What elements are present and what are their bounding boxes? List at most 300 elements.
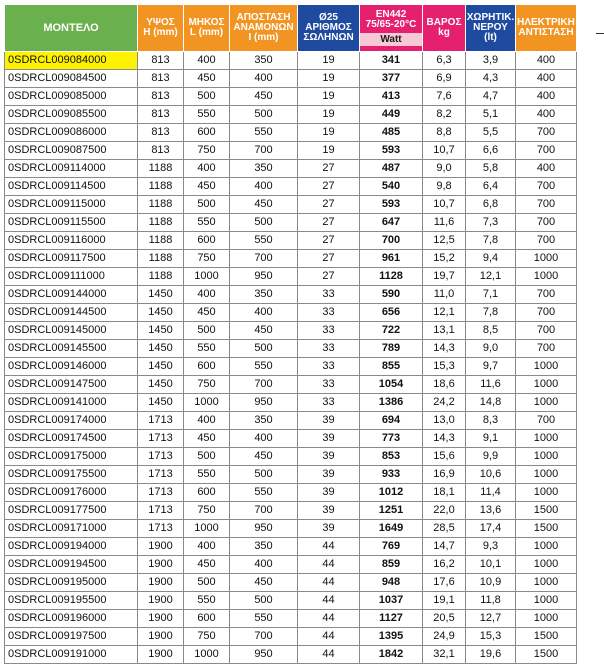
heater-cell: 400	[516, 52, 577, 70]
output-watt-cell: 855	[360, 358, 423, 376]
weight-cell: 14,3	[423, 340, 466, 358]
tubes-cell: 44	[298, 646, 360, 664]
weight-cell: 20,5	[423, 610, 466, 628]
model-code-cell[interactable]: 0SDRCL009194000	[5, 538, 138, 556]
heater-cell: 1500	[516, 502, 577, 520]
water-capacity-cell: 8,5	[466, 322, 516, 340]
distance-cell: 700	[230, 142, 298, 160]
height-cell: 813	[138, 70, 184, 88]
distance-cell: 950	[230, 646, 298, 664]
height-cell: 1713	[138, 430, 184, 448]
output-watt-cell: 1251	[360, 502, 423, 520]
weight-cell: 19,7	[423, 268, 466, 286]
model-code-cell[interactable]: 0SDRCL009145000	[5, 322, 138, 340]
output-watt-cell: 413	[360, 88, 423, 106]
weight-cell: 24,9	[423, 628, 466, 646]
water-capacity-cell: 6,4	[466, 178, 516, 196]
heater-cell: 700	[516, 322, 577, 340]
model-code-cell[interactable]: 0SDRCL009194500	[5, 556, 138, 574]
weight-cell: 6,9	[423, 70, 466, 88]
heater-cell: 700	[516, 412, 577, 430]
weight-cell: 28,5	[423, 520, 466, 538]
length-cell: 500	[184, 448, 230, 466]
distance-cell: 350	[230, 538, 298, 556]
tubes-cell: 44	[298, 574, 360, 592]
distance-cell: 450	[230, 196, 298, 214]
tubes-cell: 19	[298, 106, 360, 124]
table-row	[5, 376, 577, 394]
length-cell: 550	[184, 214, 230, 232]
model-code-cell[interactable]: 0SDRCL009175000	[5, 448, 138, 466]
output-watt-cell: 853	[360, 448, 423, 466]
length-cell: 450	[184, 178, 230, 196]
length-cell: 600	[184, 610, 230, 628]
model-code-cell[interactable]: 0SDRCL009177500	[5, 502, 138, 520]
height-cell: 1713	[138, 448, 184, 466]
distance-cell: 350	[230, 52, 298, 70]
height-cell: 1450	[138, 376, 184, 394]
weight-cell: 14,7	[423, 538, 466, 556]
heater-cell: 700	[516, 304, 577, 322]
model-code-cell[interactable]: 0SDRCL009146000	[5, 358, 138, 376]
header-row	[5, 5, 577, 52]
table-row	[5, 430, 577, 448]
weight-cell: 12,5	[423, 232, 466, 250]
table-row	[5, 484, 577, 502]
tubes-cell: 27	[298, 268, 360, 286]
length-cell: 550	[184, 592, 230, 610]
weight-cell: 15,3	[423, 358, 466, 376]
spec-table	[4, 4, 577, 664]
weight-cell: 12,1	[423, 304, 466, 322]
model-code-cell[interactable]: 0SDRCL009117500	[5, 250, 138, 268]
model-code-cell[interactable]: 0SDRCL009145500	[5, 340, 138, 358]
distance-cell: 450	[230, 88, 298, 106]
distance-cell: 400	[230, 70, 298, 88]
length-cell: 1000	[184, 646, 230, 664]
tubes-cell: 33	[298, 286, 360, 304]
length-cell: 400	[184, 52, 230, 70]
weight-cell: 19,1	[423, 592, 466, 610]
tubes-cell: 19	[298, 88, 360, 106]
model-code-cell[interactable]: 0SDRCL009174500	[5, 430, 138, 448]
model-code-cell[interactable]: 0SDRCL009195500	[5, 592, 138, 610]
tubes-cell: 39	[298, 448, 360, 466]
model-code-cell[interactable]: 0SDRCL009174000	[5, 412, 138, 430]
distance-cell: 400	[230, 556, 298, 574]
tubes-cell: 39	[298, 466, 360, 484]
heater-cell: 400	[516, 106, 577, 124]
table-row	[5, 502, 577, 520]
model-code-cell[interactable]: 0SDRCL009191000	[5, 646, 138, 664]
length-cell: 450	[184, 70, 230, 88]
output-watt-cell: 590	[360, 286, 423, 304]
weight-cell: 32,1	[423, 646, 466, 664]
heater-cell: 1000	[516, 592, 577, 610]
heater-cell: 400	[516, 88, 577, 106]
model-code-cell[interactable]: 0SDRCL009175500	[5, 466, 138, 484]
length-cell: 750	[184, 628, 230, 646]
water-capacity-cell: 11,4	[466, 484, 516, 502]
length-cell: 500	[184, 574, 230, 592]
model-code-cell[interactable]: 0SDRCL009115500	[5, 214, 138, 232]
water-capacity-cell: 9,4	[466, 250, 516, 268]
heater-cell: 700	[516, 232, 577, 250]
output-watt-cell: 1054	[360, 376, 423, 394]
heater-cell: 1000	[516, 430, 577, 448]
table-row	[5, 70, 577, 88]
distance-cell: 700	[230, 502, 298, 520]
heater-cell: 1000	[516, 484, 577, 502]
tubes-cell: 39	[298, 412, 360, 430]
table-row	[5, 646, 577, 664]
header-distance: ΑΠΟΣΤΑΣΗ ΑΝΑΜΟΝΩΝ I (mm)	[230, 5, 298, 52]
model-code-cell[interactable]: 0SDRCL009086000	[5, 124, 138, 142]
tubes-cell: 39	[298, 502, 360, 520]
weight-cell: 15,2	[423, 250, 466, 268]
table-row	[5, 250, 577, 268]
distance-cell: 500	[230, 340, 298, 358]
water-capacity-cell: 17,4	[466, 520, 516, 538]
water-capacity-cell: 9,1	[466, 430, 516, 448]
heater-cell: 700	[516, 286, 577, 304]
height-cell: 1188	[138, 250, 184, 268]
heater-cell: 1500	[516, 520, 577, 538]
model-code-cell[interactable]: 0SDRCL009115000	[5, 196, 138, 214]
water-capacity-cell: 11,6	[466, 376, 516, 394]
output-watt-cell: 647	[360, 214, 423, 232]
output-watt-cell: 1037	[360, 592, 423, 610]
length-cell: 450	[184, 556, 230, 574]
model-code-cell[interactable]: 0SDRCL009084500	[5, 70, 138, 88]
model-code-cell[interactable]: 0SDRCL009197500	[5, 628, 138, 646]
water-capacity-cell: 9,7	[466, 358, 516, 376]
distance-cell: 700	[230, 250, 298, 268]
tubes-cell: 44	[298, 592, 360, 610]
distance-cell: 400	[230, 178, 298, 196]
length-cell: 600	[184, 232, 230, 250]
heater-cell: 1000	[516, 466, 577, 484]
tubes-cell: 19	[298, 142, 360, 160]
heater-cell: 1000	[516, 448, 577, 466]
weight-cell: 18,1	[423, 484, 466, 502]
output-watt-cell: 540	[360, 178, 423, 196]
distance-cell: 500	[230, 214, 298, 232]
height-cell: 1713	[138, 484, 184, 502]
water-capacity-cell: 4,7	[466, 88, 516, 106]
model-code-cell[interactable]: 0SDRCL009087500	[5, 142, 138, 160]
water-capacity-cell: 9,0	[466, 340, 516, 358]
height-cell: 1900	[138, 592, 184, 610]
tubes-cell: 39	[298, 430, 360, 448]
height-cell: 1188	[138, 160, 184, 178]
output-watt-cell: 859	[360, 556, 423, 574]
height-cell: 1900	[138, 610, 184, 628]
water-capacity-cell: 6,6	[466, 142, 516, 160]
table-row	[5, 196, 577, 214]
height-cell: 1713	[138, 412, 184, 430]
water-capacity-cell: 3,9	[466, 52, 516, 70]
water-capacity-cell: 7,8	[466, 304, 516, 322]
height-cell: 1188	[138, 178, 184, 196]
header-weight: ΒΑΡΟΣ kg	[423, 5, 466, 52]
model-code-cell[interactable]: 0SDRCL009114500	[5, 178, 138, 196]
header-output: EN442 75/65-20°C Watt	[360, 5, 423, 52]
water-capacity-cell: 7,3	[466, 214, 516, 232]
weight-cell: 9,8	[423, 178, 466, 196]
length-cell: 550	[184, 340, 230, 358]
distance-cell: 950	[230, 520, 298, 538]
distance-cell: 550	[230, 484, 298, 502]
distance-cell: 500	[230, 592, 298, 610]
tubes-cell: 44	[298, 610, 360, 628]
length-cell: 600	[184, 124, 230, 142]
height-cell: 1450	[138, 322, 184, 340]
weight-cell: 11,6	[423, 214, 466, 232]
distance-cell: 450	[230, 574, 298, 592]
water-capacity-cell: 15,3	[466, 628, 516, 646]
table-row	[5, 538, 577, 556]
weight-cell: 16,2	[423, 556, 466, 574]
output-watt-cell: 933	[360, 466, 423, 484]
model-code-cell[interactable]: 0SDRCL009111000	[5, 268, 138, 286]
distance-cell: 550	[230, 358, 298, 376]
weight-cell: 8,8	[423, 124, 466, 142]
heater-cell: 1000	[516, 574, 577, 592]
table-row	[5, 178, 577, 196]
model-code-cell[interactable]: 0SDRCL009176000	[5, 484, 138, 502]
table-row	[5, 232, 577, 250]
length-cell: 400	[184, 160, 230, 178]
height-cell: 1450	[138, 304, 184, 322]
height-cell: 1188	[138, 268, 184, 286]
water-capacity-cell: 6,8	[466, 196, 516, 214]
length-cell: 600	[184, 484, 230, 502]
table-row	[5, 160, 577, 178]
height-cell: 813	[138, 142, 184, 160]
weight-cell: 13,1	[423, 322, 466, 340]
model-code-cell[interactable]: 0SDRCL009196000	[5, 610, 138, 628]
tubes-cell: 39	[298, 520, 360, 538]
water-capacity-cell: 19,6	[466, 646, 516, 664]
heater-cell: 1000	[516, 610, 577, 628]
header-tubes: Ø25 ΑΡΙΘΜΟΣ ΣΩΛΗΝΩΝ	[298, 5, 360, 52]
tubes-cell: 39	[298, 484, 360, 502]
model-code-cell[interactable]: 0SDRCL009171000	[5, 520, 138, 538]
length-cell: 1000	[184, 268, 230, 286]
distance-cell: 400	[230, 304, 298, 322]
header-marker-line	[596, 33, 604, 34]
heater-cell: 700	[516, 178, 577, 196]
height-cell: 813	[138, 52, 184, 70]
table-row	[5, 88, 577, 106]
table-body	[5, 52, 577, 664]
distance-cell: 700	[230, 628, 298, 646]
length-cell: 550	[184, 106, 230, 124]
distance-cell: 400	[230, 430, 298, 448]
height-cell: 1450	[138, 358, 184, 376]
tubes-cell: 33	[298, 322, 360, 340]
table-row	[5, 142, 577, 160]
output-watt-cell: 341	[360, 52, 423, 70]
output-watt-cell: 789	[360, 340, 423, 358]
water-capacity-cell: 8,3	[466, 412, 516, 430]
table-row	[5, 358, 577, 376]
weight-cell: 14,3	[423, 430, 466, 448]
weight-cell: 18,6	[423, 376, 466, 394]
weight-cell: 9,0	[423, 160, 466, 178]
heater-cell: 700	[516, 124, 577, 142]
water-capacity-cell: 10,9	[466, 574, 516, 592]
height-cell: 1713	[138, 466, 184, 484]
length-cell: 400	[184, 412, 230, 430]
table-row	[5, 340, 577, 358]
height-cell: 1900	[138, 538, 184, 556]
height-cell: 1900	[138, 574, 184, 592]
tubes-cell: 33	[298, 340, 360, 358]
tubes-cell: 27	[298, 250, 360, 268]
table-row	[5, 592, 577, 610]
length-cell: 1000	[184, 394, 230, 412]
distance-cell: 950	[230, 268, 298, 286]
output-watt-cell: 1649	[360, 520, 423, 538]
table-row	[5, 610, 577, 628]
height-cell: 813	[138, 88, 184, 106]
length-cell: 500	[184, 196, 230, 214]
header-height: ΥΨΟΣ H (mm)	[138, 5, 184, 52]
length-cell: 450	[184, 304, 230, 322]
height-cell: 1450	[138, 394, 184, 412]
table-row	[5, 304, 577, 322]
distance-cell: 950	[230, 394, 298, 412]
length-cell: 750	[184, 250, 230, 268]
water-capacity-cell: 4,3	[466, 70, 516, 88]
model-code-cell[interactable]: 0SDRCL009084000	[5, 52, 138, 70]
output-watt-cell: 1012	[360, 484, 423, 502]
heater-cell: 1000	[516, 394, 577, 412]
heater-cell: 400	[516, 160, 577, 178]
length-cell: 550	[184, 466, 230, 484]
output-watt-cell: 1386	[360, 394, 423, 412]
output-watt-cell: 593	[360, 196, 423, 214]
output-watt-cell: 1127	[360, 610, 423, 628]
model-code-cell[interactable]: 0SDRCL009116000	[5, 232, 138, 250]
output-watt-cell: 773	[360, 430, 423, 448]
model-code-cell[interactable]: 0SDRCL009144500	[5, 304, 138, 322]
header-output-unit: Watt	[360, 33, 422, 46]
weight-cell: 15,6	[423, 448, 466, 466]
length-cell: 500	[184, 322, 230, 340]
distance-cell: 550	[230, 124, 298, 142]
table-row	[5, 574, 577, 592]
model-code-cell[interactable]: 0SDRCL009141000	[5, 394, 138, 412]
header-length: ΜΗΚΟΣ L (mm)	[184, 5, 230, 52]
length-cell: 400	[184, 538, 230, 556]
table-row	[5, 124, 577, 142]
heater-cell: 1000	[516, 376, 577, 394]
spec-table-sheet	[4, 4, 577, 664]
output-watt-cell: 377	[360, 70, 423, 88]
table-row	[5, 268, 577, 286]
tubes-cell: 27	[298, 178, 360, 196]
length-cell: 750	[184, 502, 230, 520]
weight-cell: 8,2	[423, 106, 466, 124]
weight-cell: 11,0	[423, 286, 466, 304]
table-row	[5, 466, 577, 484]
water-capacity-cell: 5,8	[466, 160, 516, 178]
length-cell: 450	[184, 430, 230, 448]
length-cell: 750	[184, 376, 230, 394]
table-row	[5, 106, 577, 124]
distance-cell: 350	[230, 286, 298, 304]
table-row	[5, 412, 577, 430]
weight-cell: 6,3	[423, 52, 466, 70]
height-cell: 1713	[138, 520, 184, 538]
height-cell: 1188	[138, 232, 184, 250]
model-code-cell[interactable]: 0SDRCL009114000	[5, 160, 138, 178]
model-code-cell[interactable]: 0SDRCL009085500	[5, 106, 138, 124]
heater-cell: 1000	[516, 268, 577, 286]
heater-cell: 1000	[516, 358, 577, 376]
table-row	[5, 52, 577, 70]
water-capacity-cell: 7,1	[466, 286, 516, 304]
tubes-cell: 33	[298, 376, 360, 394]
table-row	[5, 448, 577, 466]
tubes-cell: 19	[298, 124, 360, 142]
model-code-cell[interactable]: 0SDRCL009147500	[5, 376, 138, 394]
output-watt-cell: 948	[360, 574, 423, 592]
table-row	[5, 322, 577, 340]
distance-cell: 500	[230, 106, 298, 124]
heater-cell: 1000	[516, 250, 577, 268]
tubes-cell: 44	[298, 556, 360, 574]
water-capacity-cell: 5,5	[466, 124, 516, 142]
model-code-cell[interactable]: 0SDRCL009195000	[5, 574, 138, 592]
height-cell: 1713	[138, 502, 184, 520]
heater-cell: 1500	[516, 646, 577, 664]
heater-cell: 1000	[516, 538, 577, 556]
water-capacity-cell: 10,1	[466, 556, 516, 574]
height-cell: 813	[138, 124, 184, 142]
water-capacity-cell: 9,3	[466, 538, 516, 556]
heater-cell: 1000	[516, 556, 577, 574]
distance-cell: 550	[230, 232, 298, 250]
weight-cell: 16,9	[423, 466, 466, 484]
water-capacity-cell: 7,8	[466, 232, 516, 250]
output-watt-cell: 1842	[360, 646, 423, 664]
output-watt-cell: 1128	[360, 268, 423, 286]
water-capacity-cell: 14,8	[466, 394, 516, 412]
weight-cell: 17,6	[423, 574, 466, 592]
length-cell: 600	[184, 358, 230, 376]
model-code-cell[interactable]: 0SDRCL009144000	[5, 286, 138, 304]
height-cell: 1188	[138, 196, 184, 214]
output-watt-cell: 961	[360, 250, 423, 268]
length-cell: 750	[184, 142, 230, 160]
tubes-cell: 33	[298, 304, 360, 322]
tubes-cell: 19	[298, 52, 360, 70]
tubes-cell: 27	[298, 160, 360, 178]
tubes-cell: 44	[298, 628, 360, 646]
output-watt-cell: 487	[360, 160, 423, 178]
distance-cell: 550	[230, 610, 298, 628]
output-watt-cell: 485	[360, 124, 423, 142]
water-capacity-cell: 12,7	[466, 610, 516, 628]
model-code-cell[interactable]: 0SDRCL009085000	[5, 88, 138, 106]
weight-cell: 24,2	[423, 394, 466, 412]
heater-cell: 700	[516, 142, 577, 160]
distance-cell: 450	[230, 448, 298, 466]
